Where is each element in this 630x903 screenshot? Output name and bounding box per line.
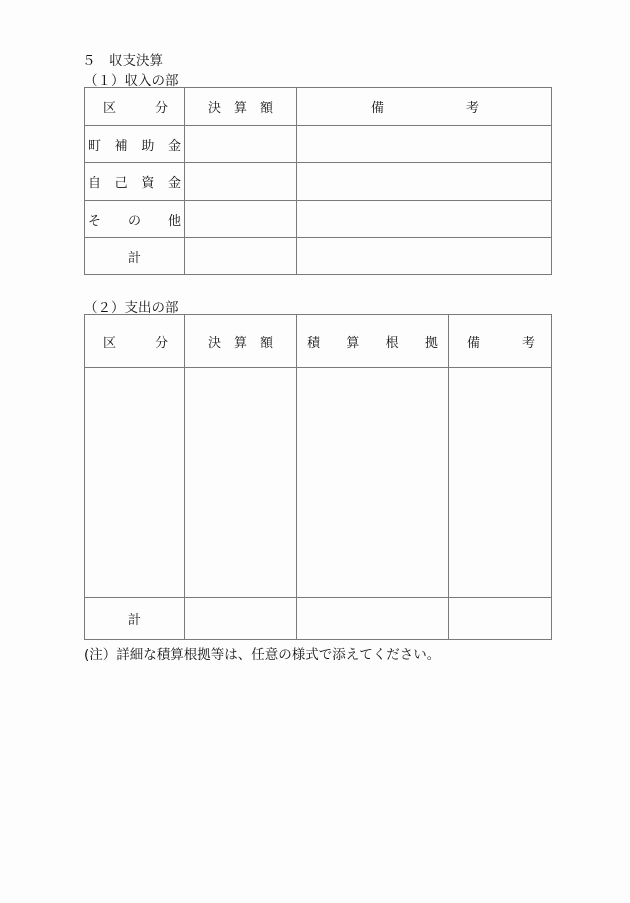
income-heading: （１）収入の部 [84, 73, 179, 89]
expenditure-total-row [85, 598, 552, 640]
expenditure-amount-cell[interactable] [185, 368, 297, 598]
expenditure-body-row [85, 368, 552, 598]
income-total-remarks-cell[interactable] [297, 238, 552, 275]
income-category-header: 区 分 [85, 88, 185, 126]
income-remarks-header: 備 考 [297, 88, 552, 126]
expenditure-header-row [85, 315, 552, 368]
expenditure-total-remarks-cell[interactable] [449, 598, 552, 640]
income-row-label: 自 己 資 金 [85, 163, 185, 201]
income-total-amount-cell[interactable] [185, 238, 297, 275]
income-amount-cell[interactable] [185, 201, 297, 238]
expenditure-total-amount-cell[interactable] [185, 598, 297, 640]
income-total-label: 計 [85, 238, 185, 275]
income-row-own-funds [85, 163, 552, 201]
income-amount-cell[interactable] [185, 126, 297, 163]
income-header-row [85, 88, 552, 126]
income-remarks-cell[interactable] [297, 126, 552, 163]
expenditure-heading: （２）支出の部 [84, 300, 179, 316]
expenditure-total-basis-cell[interactable] [297, 598, 449, 640]
income-remarks-cell[interactable] [297, 201, 552, 238]
income-row-label: 町 補 助 金 [85, 126, 185, 163]
expenditure-category-cell[interactable] [85, 368, 185, 598]
expenditure-basis-header: 積 算 根 拠 [297, 315, 449, 368]
expenditure-total-label: 計 [85, 598, 185, 640]
income-row-label: そ の 他 [85, 201, 185, 238]
note-text: (注）詳細な積算根拠等は、任意の様式で添えてください。 [84, 647, 441, 663]
expenditure-basis-cell[interactable] [297, 368, 449, 598]
income-row-other [85, 201, 552, 238]
expenditure-amount-header: 決 算 額 [185, 315, 297, 368]
income-amount-header: 決 算 額 [185, 88, 297, 126]
expenditure-remarks-cell[interactable] [449, 368, 552, 598]
income-amount-cell[interactable] [185, 163, 297, 201]
income-row-town-subsidy [85, 126, 552, 163]
income-total-row [85, 238, 552, 275]
income-remarks-cell[interactable] [297, 163, 552, 201]
expenditure-table [84, 314, 552, 640]
section-title: ５ 収支決算 [82, 53, 163, 69]
income-table [84, 87, 552, 275]
expenditure-category-header: 区 分 [85, 315, 185, 368]
expenditure-remarks-header: 備 考 [449, 315, 552, 368]
